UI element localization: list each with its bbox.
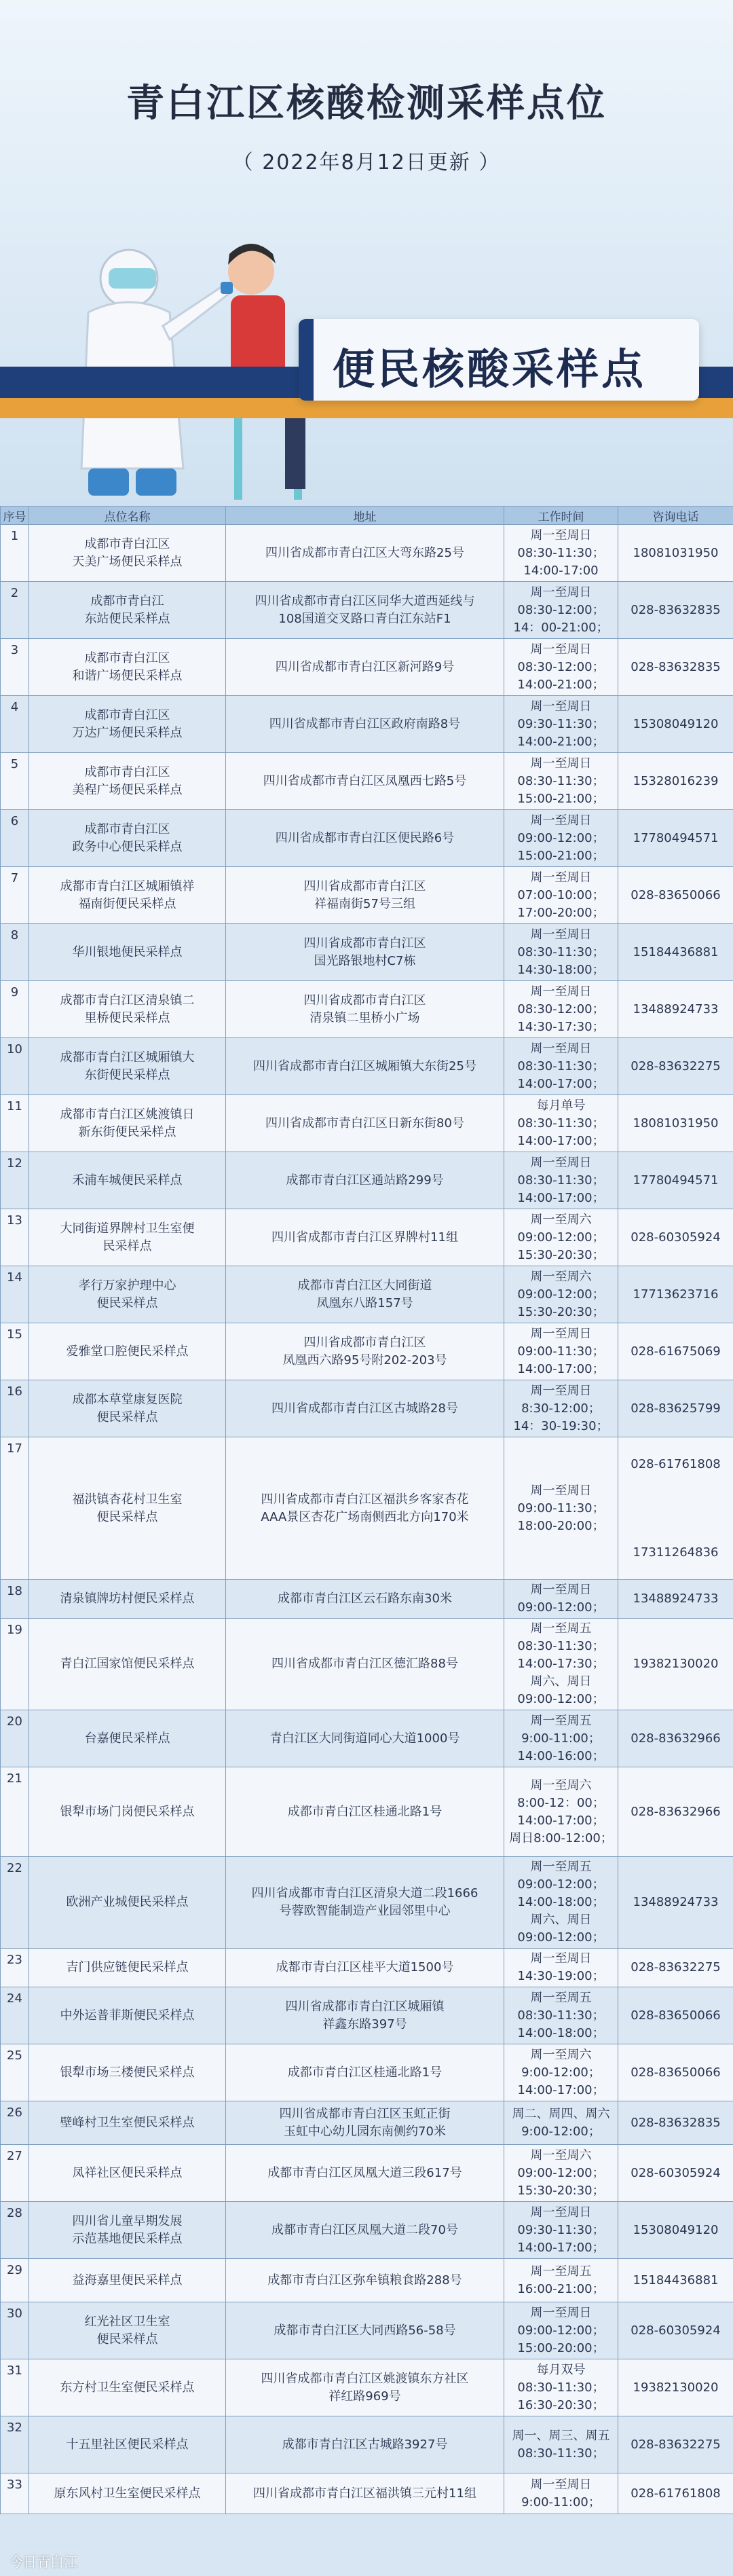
- contact-phone: 17780494571: [618, 1152, 733, 1209]
- working-hours: 周一至周五 09:00-12:00； 14:00-18:00； 周六、周日 09:00-12:00；: [504, 1857, 618, 1949]
- contact-phone: 15308049120: [618, 2202, 733, 2259]
- table-row: [1, 1857, 733, 1949]
- site-address: 四川省成都市青白江区新河路9号: [226, 639, 504, 696]
- table-row: [1, 1437, 733, 1580]
- working-hours: 周一至周五 16:00-21:00；: [504, 2259, 618, 2302]
- site-name: 清泉镇牌坊村便民采样点: [29, 1580, 226, 1619]
- medical-worker-illustration: [27, 183, 312, 502]
- site-address: 四川省成都市青白江区城厢镇大东街25号: [226, 1038, 504, 1095]
- site-address: 成都市青白江区大同西路56-58号: [226, 2302, 504, 2359]
- site-name: 成都市青白江区城厢镇祥 福南街便民采样点: [29, 867, 226, 924]
- site-name: 华川银地便民采样点: [29, 924, 226, 981]
- table-row: [1, 810, 733, 867]
- site-address: 青白江区大同街道同心大道1000号: [226, 1710, 504, 1767]
- working-hours: 周一至周日 14:30-19:00；: [504, 1949, 618, 1987]
- row-number: 22: [1, 1857, 29, 1949]
- working-hours: 周一至周日 09:00-11:30； 18:00-20:00；: [504, 1437, 618, 1580]
- site-name: 凤祥社区便民采样点: [29, 2145, 226, 2202]
- row-number: 10: [1, 1038, 29, 1095]
- row-number: 21: [1, 1767, 29, 1857]
- header-banner: [0, 0, 733, 506]
- contact-phone: 13488924733: [618, 981, 733, 1038]
- table-row: [1, 1266, 733, 1323]
- site-name: 银犁市场门岗便民采样点: [29, 1767, 226, 1857]
- row-number: 5: [1, 753, 29, 810]
- contact-phone: 028-83650066: [618, 2044, 733, 2101]
- site-name: 成都本草堂康复医院 便民采样点: [29, 1380, 226, 1437]
- row-number: 25: [1, 2044, 29, 2101]
- contact-phone: 028-61761808 17311264836: [618, 1437, 733, 1580]
- row-number: 32: [1, 2416, 29, 2473]
- working-hours: 周一至周日 08:30-11:30； 14:30-18:00；: [504, 924, 618, 981]
- table-row: [1, 525, 733, 582]
- site-address: 四川省成都市青白江区 清泉镇二里桥小广场: [226, 981, 504, 1038]
- working-hours: 周一至周日 08:30-11:30； 14:00-17:00: [504, 525, 618, 582]
- column-header: 咨询电话: [618, 507, 733, 525]
- site-address: 成都市青白江区弥牟镇粮食路288号: [226, 2259, 504, 2302]
- site-name: 成都市青白江区 天美广场便民采样点: [29, 525, 226, 582]
- contact-phone: 028-83632966: [618, 1710, 733, 1767]
- table-row: [1, 1038, 733, 1095]
- page-title: 青白江区核酸检测采样点位: [126, 81, 607, 126]
- contact-phone: 028-83650066: [618, 1987, 733, 2044]
- working-hours: 周一至周五 08:30-11:30； 14:00-17:30； 周六、周日 09:00-12:00；: [504, 1619, 618, 1710]
- row-number: 18: [1, 1580, 29, 1619]
- site-address: 四川省成都市青白江区同华大道西延线与 108国道交叉路口青白江东站F1: [226, 582, 504, 639]
- table-row: [1, 1619, 733, 1710]
- site-name: 孝行万家护理中心 便民采样点: [29, 1266, 226, 1323]
- site-address: 成都市青白江区桂平大道1500号: [226, 1949, 504, 1987]
- contact-phone: 028-83632275: [618, 2416, 733, 2473]
- update-date: （ 2022年8月12日更新 ）: [232, 151, 501, 174]
- site-address: 成都市青白江区古城路3927号: [226, 2416, 504, 2473]
- column-header: 地址: [226, 507, 504, 525]
- contact-phone: 028-60305924: [618, 1209, 733, 1266]
- working-hours: 周一至周日 8:30-12:00； 14：30-19:30；: [504, 1380, 618, 1437]
- working-hours: 周一至周五 9:00-11:00； 14:00-16:00；: [504, 1710, 618, 1767]
- contact-phone: 19382130020: [618, 1619, 733, 1710]
- table-row: [1, 924, 733, 981]
- contact-phone: 028-61675069: [618, 1323, 733, 1380]
- table-body: [1, 525, 733, 2514]
- table-row: [1, 2302, 733, 2359]
- working-hours: 周一至周日 08:30-12:00； 14：00-21:00；: [504, 582, 618, 639]
- site-name: 成都市青白江区 万达广场便民采样点: [29, 696, 226, 753]
- row-number: 28: [1, 2202, 29, 2259]
- working-hours: 周一至周六 09:00-12:00； 15:30-20:30；: [504, 2145, 618, 2202]
- working-hours: 周一至周日 09:30-11:30； 14:00-21:00；: [504, 696, 618, 753]
- subtitle-banner: [299, 319, 699, 401]
- site-name: 东方村卫生室便民采样点: [29, 2359, 226, 2416]
- contact-phone: 028-83632275: [618, 1949, 733, 1987]
- table-row: [1, 2044, 733, 2101]
- contact-phone: 028-61761808: [618, 2473, 733, 2514]
- site-name: 中外运普菲斯便民采样点: [29, 1987, 226, 2044]
- row-number: 16: [1, 1380, 29, 1437]
- contact-phone: 18081031950: [618, 525, 733, 582]
- contact-phone: 028-83632275: [618, 1038, 733, 1095]
- site-address: 四川省成都市青白江区凤凰西七路5号: [226, 753, 504, 810]
- table-row: [1, 1767, 733, 1857]
- contact-phone: 15308049120: [618, 696, 733, 753]
- sampling-sites-table: [0, 506, 733, 2514]
- row-number: 30: [1, 2302, 29, 2359]
- site-name: 成都市青白江区 美程广场便民采样点: [29, 753, 226, 810]
- contact-phone: 028-83625799: [618, 1380, 733, 1437]
- row-number: 9: [1, 981, 29, 1038]
- contact-phone: 028-83650066: [618, 867, 733, 924]
- sampling-sites-table-container: [0, 506, 733, 2576]
- site-address: 四川省成都市青白江区便民路6号: [226, 810, 504, 867]
- site-name: 益海嘉里便民采样点: [29, 2259, 226, 2302]
- working-hours: 周一至周日 09:30-11:30； 14:00-17:00；: [504, 2202, 618, 2259]
- table-row: [1, 753, 733, 810]
- contact-phone: 17780494571: [618, 810, 733, 867]
- site-address: 四川省成都市青白江区姚渡镇东方社区 祥红路969号: [226, 2359, 504, 2416]
- working-hours: 周一、周三、周五 08:30-11:30；: [504, 2416, 618, 2473]
- table-row: [1, 867, 733, 924]
- site-name: 吉门供应链便民采样点: [29, 1949, 226, 1987]
- table-row: [1, 1987, 733, 2044]
- row-number: 29: [1, 2259, 29, 2302]
- contact-phone: 13488924733: [618, 1580, 733, 1619]
- row-number: 12: [1, 1152, 29, 1209]
- site-name: 成都市青白江区姚渡镇日 新东街便民采样点: [29, 1095, 226, 1152]
- row-number: 13: [1, 1209, 29, 1266]
- table-row: [1, 1949, 733, 1987]
- table-row: [1, 582, 733, 639]
- table-row: [1, 2202, 733, 2259]
- row-number: 1: [1, 525, 29, 582]
- table-row: [1, 639, 733, 696]
- working-hours: 周一至周日 08:30-11:30； 14:00-17:00；: [504, 1152, 618, 1209]
- contact-phone: 15184436881: [618, 2259, 733, 2302]
- site-address: 四川省成都市青白江区城厢镇 祥鑫东路397号: [226, 1987, 504, 2044]
- contact-phone: 13488924733: [618, 1857, 733, 1949]
- column-header: 序号: [1, 507, 29, 525]
- table-header-row: [1, 507, 733, 525]
- row-number: 8: [1, 924, 29, 981]
- table-row: [1, 2473, 733, 2514]
- row-number: 4: [1, 696, 29, 753]
- table-row: [1, 1152, 733, 1209]
- table-row: [1, 696, 733, 753]
- table-row: [1, 981, 733, 1038]
- working-hours: 每月双号 08:30-11:30； 16:30-20:30；: [504, 2359, 618, 2416]
- site-address: 四川省成都市青白江区 祥福南街57号三组: [226, 867, 504, 924]
- site-address: 四川省成都市青白江区清泉大道二段1666 号蓉欧智能制造产业园邻里中心: [226, 1857, 504, 1949]
- table-row: [1, 2416, 733, 2473]
- contact-phone: 028-60305924: [618, 2302, 733, 2359]
- site-address: 四川省成都市青白江区日新东街80号: [226, 1095, 504, 1152]
- contact-phone: 028-83632966: [618, 1767, 733, 1857]
- row-number: 19: [1, 1619, 29, 1710]
- site-name: 成都市青白江区城厢镇大 东街便民采样点: [29, 1038, 226, 1095]
- site-address: 四川省成都市青白江区德汇路88号: [226, 1619, 504, 1710]
- site-name: 爱雅堂口腔便民采样点: [29, 1323, 226, 1380]
- site-address: 四川省成都市青白江区政府南路8号: [226, 696, 504, 753]
- row-number: 17: [1, 1437, 29, 1580]
- table-row: [1, 1580, 733, 1619]
- site-name: 银犁市场三楼便民采样点: [29, 2044, 226, 2101]
- site-address: 成都市青白江区凤凰大道二段70号: [226, 2202, 504, 2259]
- table-row: [1, 2101, 733, 2145]
- site-name: 成都市青白江区 政务中心便民采样点: [29, 810, 226, 867]
- row-number: 11: [1, 1095, 29, 1152]
- site-address: 四川省成都市青白江区界牌村11组: [226, 1209, 504, 1266]
- site-address: 成都市青白江区凤凰大道三段617号: [226, 2145, 504, 2202]
- row-number: 27: [1, 2145, 29, 2202]
- contact-phone: 17713623716: [618, 1266, 733, 1323]
- row-number: 33: [1, 2473, 29, 2514]
- site-name: 十五里社区便民采样点: [29, 2416, 226, 2473]
- working-hours: 周一至周日 9:00-11:00；: [504, 2473, 618, 2514]
- contact-phone: 028-83632835: [618, 2101, 733, 2145]
- table-row: [1, 1095, 733, 1152]
- table-row: [1, 2259, 733, 2302]
- site-address: 四川省成都市青白江区福洪镇三元村11组: [226, 2473, 504, 2514]
- row-number: 3: [1, 639, 29, 696]
- site-address: 成都市青白江区云石路东南30米: [226, 1580, 504, 1619]
- site-name: 大同街道界牌村卫生室便 民采样点: [29, 1209, 226, 1266]
- site-name: 欧洲产业城便民采样点: [29, 1857, 226, 1949]
- site-name: 四川省儿童早期发展 示范基地便民采样点: [29, 2202, 226, 2259]
- contact-phone: 15328016239: [618, 753, 733, 810]
- working-hours: 周一至周日 09:00-12:00；: [504, 1580, 618, 1619]
- row-number: 2: [1, 582, 29, 639]
- subtitle-text: 便民核酸采样点: [333, 344, 647, 394]
- working-hours: 周一至周日 08:30-11:30； 14:00-17:00；: [504, 1038, 618, 1095]
- table-row: [1, 1209, 733, 1266]
- decorative-stripe: [0, 398, 733, 418]
- contact-phone: 18081031950: [618, 1095, 733, 1152]
- site-name: 红光社区卫生室 便民采样点: [29, 2302, 226, 2359]
- site-address: 四川省成都市青白江区 凤凰西六路95号附202-203号: [226, 1323, 504, 1380]
- row-number: 31: [1, 2359, 29, 2416]
- site-address: 四川省成都市青白江区大弯东路25号: [226, 525, 504, 582]
- site-address: 成都市青白江区通站路299号: [226, 1152, 504, 1209]
- table-row: [1, 1323, 733, 1380]
- working-hours: 周一至周日 09:00-11:30； 14:00-17:00；: [504, 1323, 618, 1380]
- working-hours: 周一至周六 09:00-12:00； 15:30-20:30；: [504, 1266, 618, 1323]
- working-hours: 周一至周日 08:30-12:00； 14:30-17:30；: [504, 981, 618, 1038]
- row-number: 26: [1, 2101, 29, 2145]
- site-address: 四川省成都市青白江区福洪乡客家杏花 AAA景区杏花广场南侧西北方向170米: [226, 1437, 504, 1580]
- row-number: 20: [1, 1710, 29, 1767]
- working-hours: 周一至周日 08:30-11:30； 15:00-21:00；: [504, 753, 618, 810]
- column-header: 点位名称: [29, 507, 226, 525]
- site-name: 青白江国家馆便民采样点: [29, 1619, 226, 1710]
- working-hours: 周一至周日 08:30-12:00； 14:00-21:00；: [504, 639, 618, 696]
- site-address: 四川省成都市青白江区 国光路银地村C7栋: [226, 924, 504, 981]
- row-number: 14: [1, 1266, 29, 1323]
- contact-phone: 028-83632835: [618, 582, 733, 639]
- table-row: [1, 2145, 733, 2202]
- working-hours: 周一至周日 09:00-12:00； 15:00-20:00；: [504, 2302, 618, 2359]
- site-name: 台嘉便民采样点: [29, 1710, 226, 1767]
- site-name: 禾浦车城便民采样点: [29, 1152, 226, 1209]
- table-row: [1, 1710, 733, 1767]
- contact-phone: 028-83632835: [618, 639, 733, 696]
- working-hours: 周一至周日 07:00-10:00； 17:00-20:00；: [504, 867, 618, 924]
- site-name: 原东风村卫生室便民采样点: [29, 2473, 226, 2514]
- table-row: [1, 2359, 733, 2416]
- row-number: 15: [1, 1323, 29, 1380]
- watermark-logo: 今日青白江: [10, 2554, 77, 2570]
- row-number: 7: [1, 867, 29, 924]
- contact-phone: 19382130020: [618, 2359, 733, 2416]
- site-address: 成都市青白江区桂通北路1号: [226, 2044, 504, 2101]
- site-address: 成都市青白江区大同街道 凤凰东八路157号: [226, 1266, 504, 1323]
- row-number: 6: [1, 810, 29, 867]
- row-number: 24: [1, 1987, 29, 2044]
- site-name: 福洪镇杏花村卫生室 便民采样点: [29, 1437, 226, 1580]
- site-name: 成都市青白江 东站便民采样点: [29, 582, 226, 639]
- working-hours: 周一至周六 09:00-12:00； 15:30-20:30；: [504, 1209, 618, 1266]
- working-hours: 周一至周五 08:30-11:30； 14:00-18:00；: [504, 1987, 618, 2044]
- table-row: [1, 1380, 733, 1437]
- working-hours: 周一至周六 9:00-12:00； 14:00-17:00；: [504, 2044, 618, 2101]
- contact-phone: 15184436881: [618, 924, 733, 981]
- site-address: 成都市青白江区桂通北路1号: [226, 1767, 504, 1857]
- contact-phone: 028-60305924: [618, 2145, 733, 2202]
- working-hours: 每月单号 08:30-11:30； 14:00-17:00；: [504, 1095, 618, 1152]
- site-address: 四川省成都市青白江区玉虹正街 玉虹中心幼儿园东南侧约70米: [226, 2101, 504, 2145]
- working-hours: 周一至周六 8:00-12：00； 14:00-17:00； 周日8:00-12:00；: [504, 1767, 618, 1857]
- working-hours: 周一至周日 09:00-12:00； 15:00-21:00；: [504, 810, 618, 867]
- row-number: 23: [1, 1949, 29, 1987]
- column-header: 工作时间: [504, 507, 618, 525]
- site-address: 四川省成都市青白江区古城路28号: [226, 1380, 504, 1437]
- site-name: 壁峰村卫生室便民采样点: [29, 2101, 226, 2145]
- site-name: 成都市青白江区 和谐广场便民采样点: [29, 639, 226, 696]
- working-hours: 周二、周四、周六 9:00-12:00；: [504, 2101, 618, 2145]
- site-name: 成都市青白江区清泉镇二 里桥便民采样点: [29, 981, 226, 1038]
